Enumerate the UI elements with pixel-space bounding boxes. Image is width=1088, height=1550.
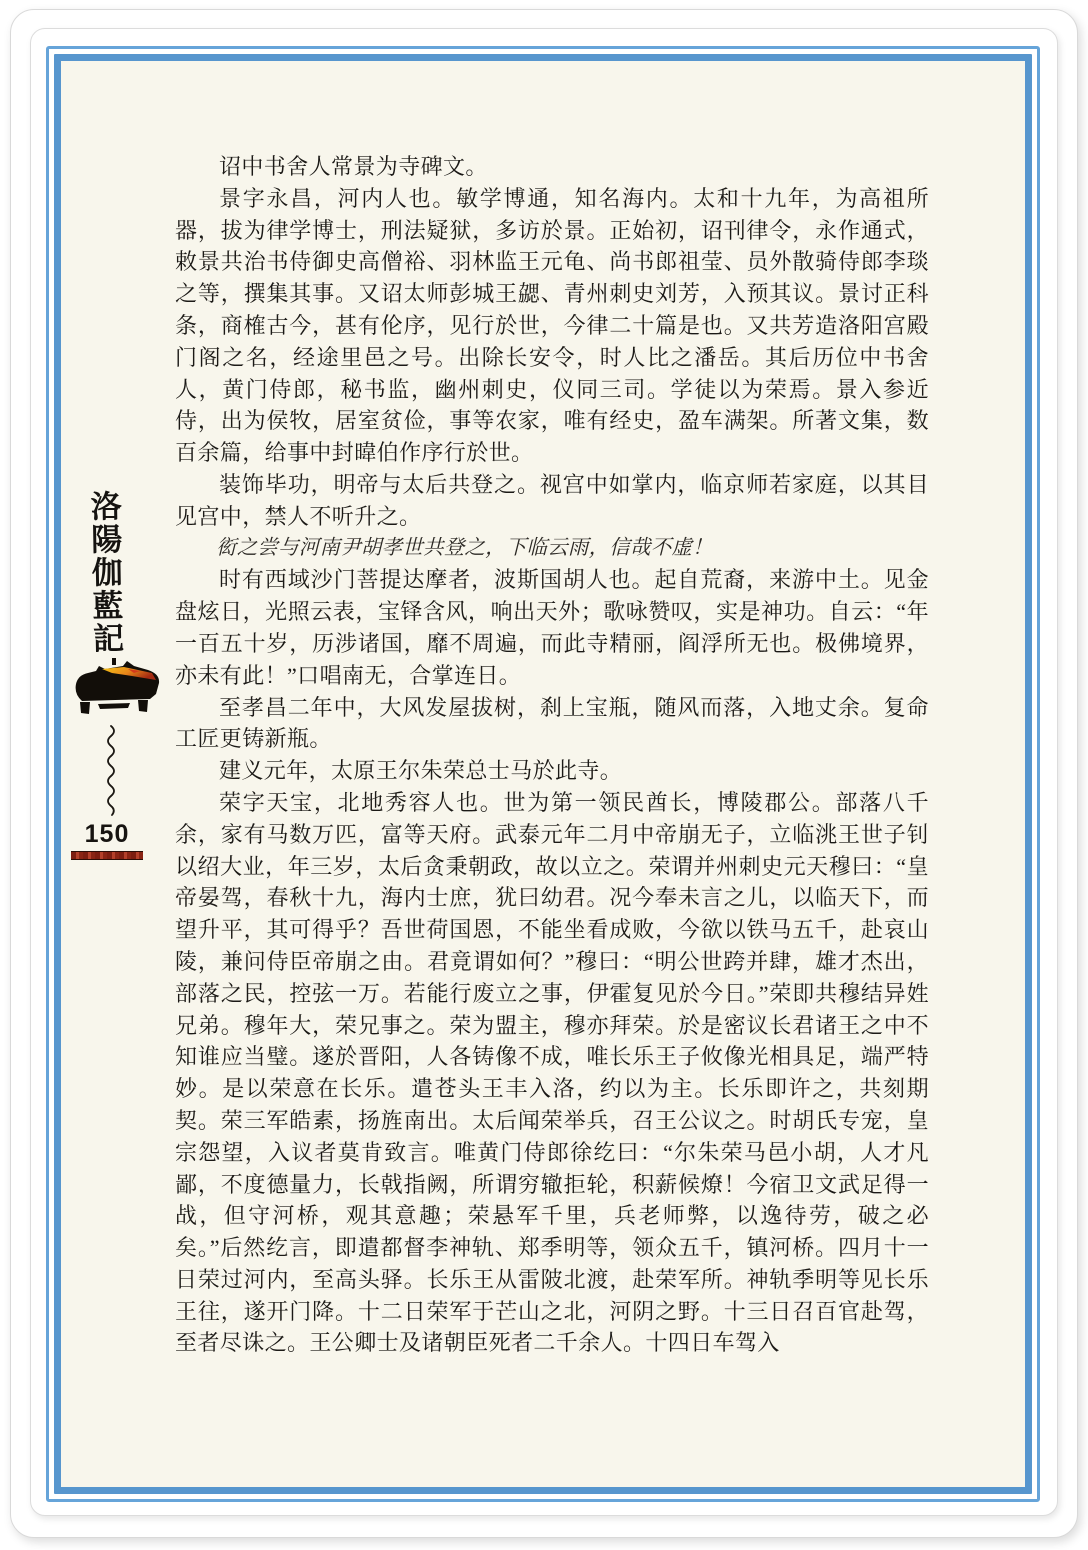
page-number: 150: [84, 820, 130, 848]
paragraph: 时有西域沙门菩提达摩者，波斯国胡人也。起自荒裔，来游中土。见金盘炫日，光照云表，宝铎含风，响出天外；歌咏赞叹，实是神功。自云：“年一百五十岁，历涉诸国，靡不周遍，而此寺精丽，阎浮所无也。极佛境界，亦未有此！”口唱南无，合掌连日。: [175, 567, 929, 688]
paragraph: 装饰毕功，明帝与太后共登之。视宫中如掌内，临京师若家庭，以其目见宫中，禁人不听升之。: [175, 471, 929, 529]
page-number-underline: [71, 851, 143, 860]
paragraph: 至孝昌二年中，大风发屋拔树，刹上宝瓶，随风而落，入地丈余。复命工匠更铸新瓶。: [175, 694, 929, 752]
paragraph: 景字永昌，河内人也。敏学博通，知名海内。太和十九年，为高祖所器，拔为律学博士，刑法疑狱，多访於景。正始初，诏刊律令，永作通式，敕景共治书侍御史高僧裕、羽林监王元龟、尚书郎祖莹、员外散骑侍郎李琰之等，撰集其事。又诏太师彭城王勰、青州刺史刘芳，入预其议。景讨正科条，商榷古今，甚有伦序，见行於世，今律二十篇是也。又共芳造洛阳宫殿门阁之名，经途里邑之号。出除长安令，时人比之潘岳。其后历位中书舍人，黄门侍郎，秘书监，幽州刺史，仪同三司。学徒以为荣焉。景入参近侍，出为侯牧，居室贫俭，事等农家，唯有经史，盈车满架。所著文集，数百余篇，给事中封暐伯作序行於世。: [175, 185, 929, 466]
book-title-vertical: 洛陽伽藍記: [85, 489, 124, 656]
body-text: [175, 151, 929, 1359]
paragraph: 荣字天宝，北地秀容人也。世为第一领民酋长，博陵郡公。部落八千余，家有马数万匹，富等天府。武泰元年二月中帝崩无子，立临洮王世子钊以绍大业，年三岁，太后贪秉朝政，故以立之。荣谓并州刺史元天穆曰：“皇帝晏驾，春秋十九，海内士庶，犹曰幼君。况今奉未言之儿，以临天下，而望升平，其可得乎？吾世荷国恩，不能坐看成败，今欲以铁马五千，赴哀山陵，兼问侍臣帝崩之由。君竟谓如何？”穆曰：“明公世跨并肆，雄才杰出，部落之民，控弦一万。若能行废立之事，伊霍复见於今日。”荣即共穆结异姓兄弟。穆年大，荣兄事之。荣为盟主，穆亦拜荣。於是密议长君诸王之中不知谁应当璧。遂於晋阳，人各铸像不成，唯长乐王子攸像光相具足，端严特妙。是以荣意在长乐。遣苍头王丰入洛，约以为主。长乐即许之，共刻期契。荣三军皓素，扬旌南出。太后闻荣举兵，召王公议之。时胡氏专宠，皇宗怨望，入议者莫肯致言。唯黄门侍郎徐纥曰：“尔朱荣马邑小胡，人才凡鄙，不度德量力，长戟指阙，所谓穷辙拒轮，积薪候燎！今宿卫文武足得一战，但守河桥，观其意趣；荣悬军千里，兵老师弊，以逸待劳，破之必矣。”后然纥言，即遣都督李神轨、郑季明等，领众五千，镇河桥。四月十一日荣过河内，至高头驿。长乐王从雷陂北渡，赴荣军所。神轨季明等见长乐王往，遂开门降。十二日荣军于芒山之北，河阴之野。十三日召百官赴驾，至者尽诛之。王公卿士及诸朝臣死者二千余人。十四日车驾入: [175, 789, 929, 1356]
paragraph: 诏中书舍人常景为寺碑文。: [219, 154, 488, 179]
temple-roof-icon: [68, 658, 166, 722]
paragraph-commentary: 衒之尝与河南尹胡孝世共登之，下临云雨，信哉不虚！: [216, 536, 713, 559]
wavy-divider: [98, 724, 122, 822]
paragraph: 建义元年，太原王尔朱荣总士马於此寺。: [219, 758, 623, 784]
